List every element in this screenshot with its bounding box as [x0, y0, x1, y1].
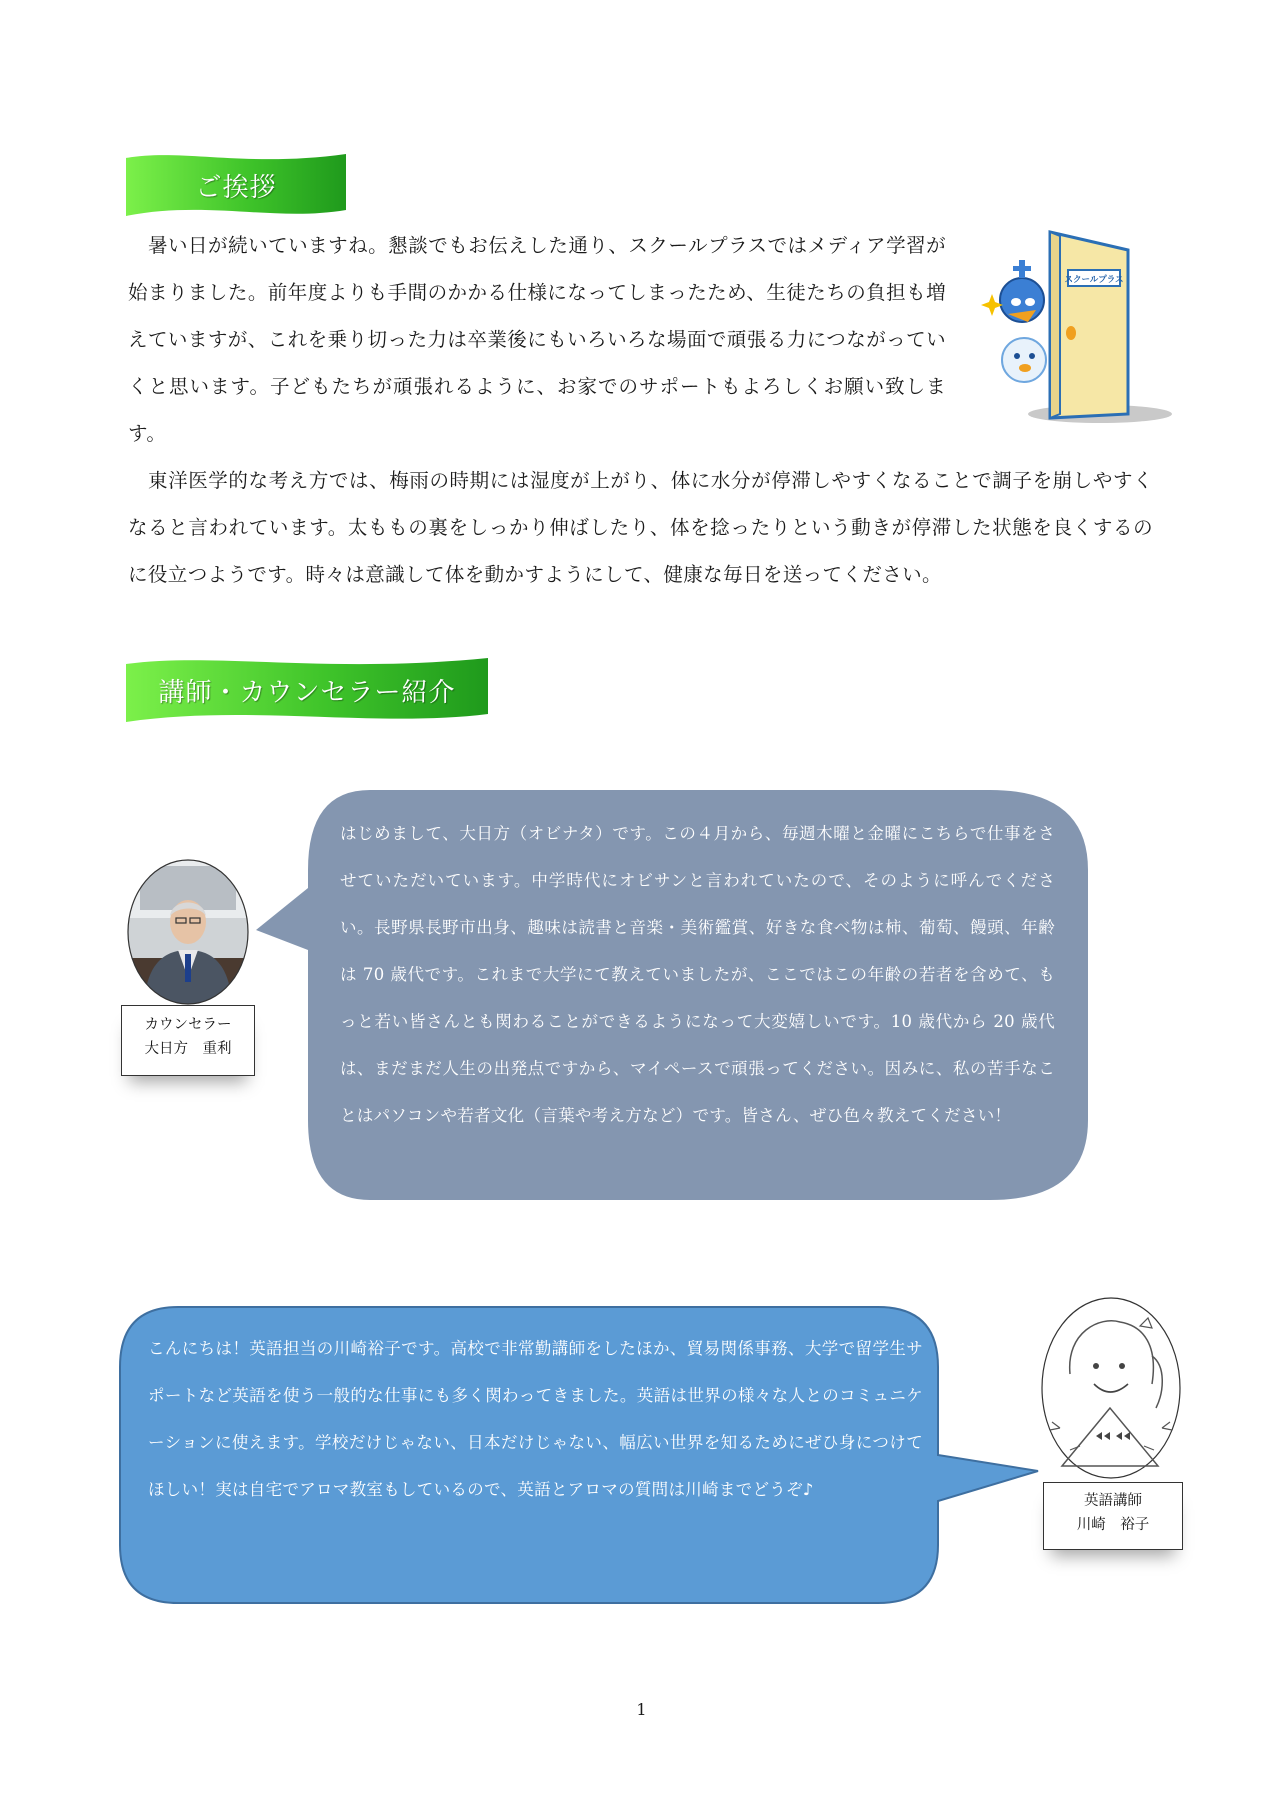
- greeting-heading: ご挨拶: [195, 172, 277, 203]
- english-message: こんにちは！英語担当の川崎裕子です。高校で非常勤講師をしたほか、貿易関係事務、大学で留学生サポートなど英語を使う一般的な仕事にも多く関わってきました。英語は世界の様々な人とのコミュニケーションに使えます。学校だけじゃない、日本だけじゃない、幅広い世界を知るためにぜひ身につけてほしい！実は自宅でアロマ教室もしているので、英語とアロマの質問は川崎までどうぞ♪: [148, 1339, 923, 1499]
- staff-banner: [126, 656, 488, 724]
- page-number: 1: [636, 1700, 647, 1719]
- english-speech-bubble: [118, 1305, 1048, 1605]
- greeting-paragraph-2: 東洋医学的な考え方では、梅雨の時期には湿度が上がり、体に水分が停滞しやすくなることで調子を崩しやすくなると言われています。太ももの裏をしっかり伸ばしたり、体を捻ったりという動きが停滞した状態を良くするのに役立つようです。時々は意識して体を動かすようにして、健康な毎日を送ってください。: [128, 469, 1153, 586]
- counselor-role: カウンセラー: [144, 1017, 232, 1033]
- staff-heading: 講師・カウンセラー紹介: [158, 677, 456, 708]
- greeting-banner: [126, 152, 346, 218]
- school-plus-door-illustration: [980, 228, 1180, 428]
- english-teacher-drawing: [1040, 1296, 1182, 1481]
- counselor-message: はじめまして、大日方（オビナタ）です。この４月から、毎週木曜と金曜にこちらで仕事をさせていただいています。中学時代にオビサンと言われていたので、そのように呼んでください。長野県長野市出身、趣味は読書と音楽・美術鑑賞、好きな食べ物は柿、葡萄、饅頭、年齢は 70 歳代です。これまで大学にて教えていましたが、ここではこの年齢の若者を含めて、もっと若い皆さんとも関わることができるようになって大変嬉しいです。10 歳代から 20 歳代は、まだまだ人生の出発点ですから、マイペースで頑張ってください。因みに、私の苦手なことはパソコンや若者文化（言葉や考え方など）です。皆さん、ぜひ色々教えてください！: [340, 824, 1055, 1125]
- english-role: 英語講師: [1084, 1493, 1142, 1509]
- english-namebox: [1043, 1482, 1183, 1550]
- counselor-namebox: [121, 1005, 255, 1076]
- counselor-speech-bubble: [250, 790, 1100, 1210]
- door-sign: スクールプラス: [1064, 275, 1124, 285]
- counselor-photo: [126, 858, 250, 1006]
- greeting-paragraph-1: 暑い日が続いていますね。懇談でもお伝えした通り、スクールプラスではメディア学習が始まりました。前年度よりも手間のかかる仕様になってしまったため、生徒たちの負担も増えていますが、これを乗り切った力は卒業後にもいろいろな場面で頑張る力につながっていくと思います。子どもたちが頑張れるように、お家でのサポートもよろしくお願い致します。: [128, 234, 946, 445]
- counselor-name: 大日方 重利: [144, 1041, 232, 1057]
- english-name: 川崎 裕子: [1076, 1517, 1150, 1533]
